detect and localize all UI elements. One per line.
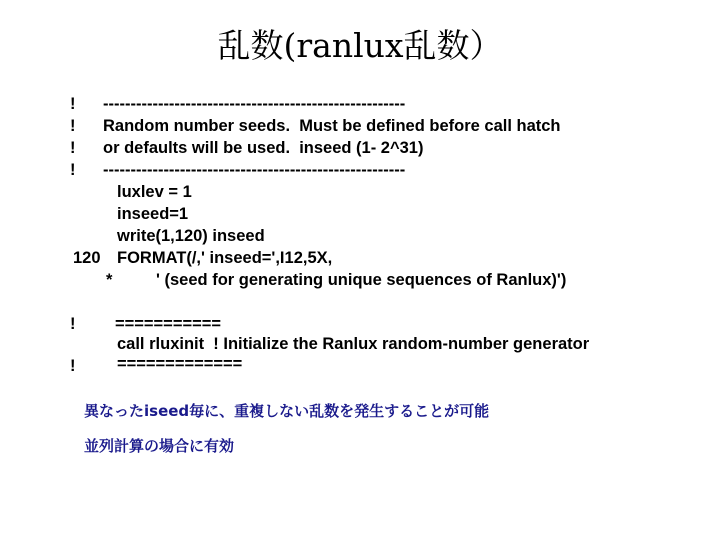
code-statement: FORMAT(/,' inseed=',I12,5X, <box>117 249 333 267</box>
page-title: 乱数(ranlux乱数） <box>217 26 503 65</box>
comment-mark: ! <box>70 315 76 333</box>
comment-rule: ------------------------------------------------------- <box>103 95 406 113</box>
continuation-mark: * <box>106 271 113 289</box>
comment-mark: ! <box>70 95 76 113</box>
comment-text: or defaults will be used. inseed (1- 2^31) <box>103 139 424 157</box>
code-statement: call rluxinit ! Initialize the Ranlux random-number generator <box>117 335 590 353</box>
note-parallel: 並列計算の場合に有効 <box>84 437 235 455</box>
comment-mark: ! <box>70 139 76 157</box>
comment-text: Random number seeds. Must be defined before call hatch <box>103 117 561 135</box>
comment-rule: ============= <box>117 355 243 373</box>
statement-label: 120 <box>73 249 101 267</box>
comment-mark: ! <box>70 161 76 179</box>
note-unique-seed: 異なったiseed毎に、重複しない乱数を発生することが可能 <box>84 402 490 420</box>
code-statement: ' (seed for generating unique sequences of Ranlux)') <box>156 271 567 289</box>
code-statement: write(1,120) inseed <box>117 227 265 245</box>
comment-rule: ------------------------------------------------------- <box>103 161 406 179</box>
comment-mark: ! <box>70 357 76 375</box>
comment-rule: =========== <box>115 315 221 333</box>
comment-mark: ! <box>70 117 76 135</box>
code-statement: inseed=1 <box>117 205 189 223</box>
code-statement: luxlev = 1 <box>117 183 192 201</box>
